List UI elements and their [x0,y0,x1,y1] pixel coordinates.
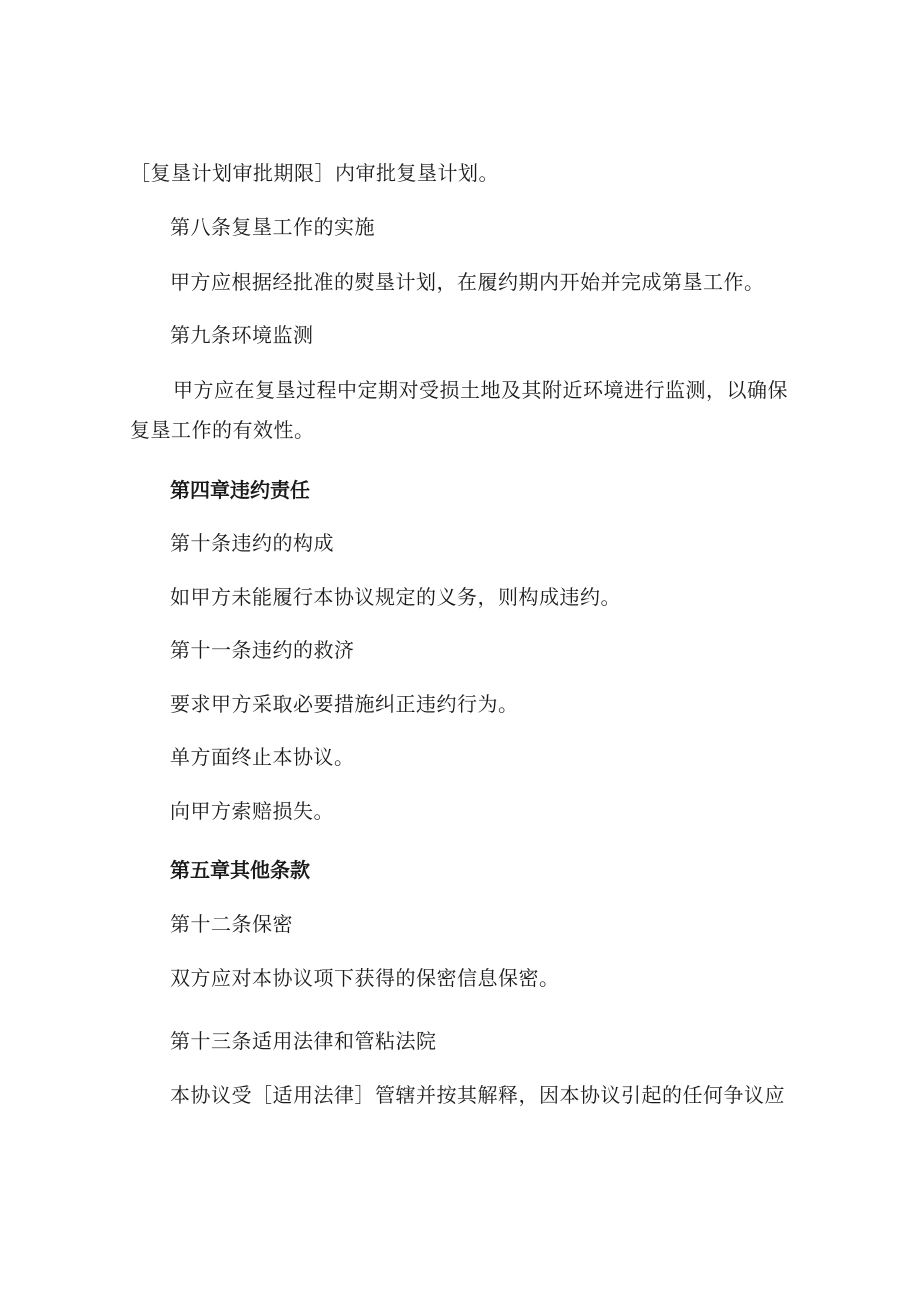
text-line: 双方应对本协议项下获得的保密信息保密。 [170,966,560,990]
text-line: 复垦工作的有效性。 [130,418,315,442]
chapter-heading: 第五章其他条款 [170,858,310,882]
article-heading: 第十一条违约的救济 [170,638,355,662]
text-line: 本协议受［适用法律］管辖并按其解释，因本协议引起的任何争议应 [170,1083,785,1107]
text-line: 甲方应在复垦过程中定期对受损土地及其附近环境进行监测，以确保 [173,378,788,402]
article-heading: 第十二条保密 [170,912,293,936]
text-line: 甲方应根据经批准的熨垦计划，在履约期内开始并完成第垦工作。 [170,270,765,294]
text-line: ［复垦计划审批期限］内审批复垦计划。 [130,161,499,185]
text-line: 如甲方未能履行本协议规定的义务，则构成违约。 [170,585,621,609]
article-heading: 第九条环境监测 [170,323,314,347]
text-line: 向甲方索赔损失。 [170,799,334,823]
article-heading: 第十条违约的构成 [170,531,334,555]
chapter-heading: 第四章违约责任 [170,478,310,502]
article-heading: 第八条复垦工作的实施 [170,215,375,239]
article-heading: 第十三条适用法律和管粘法院 [170,1029,437,1053]
text-line: 单方面终止本协议。 [170,745,355,769]
text-line: 要求甲方采取必要措施纠正违约行为。 [170,692,519,716]
